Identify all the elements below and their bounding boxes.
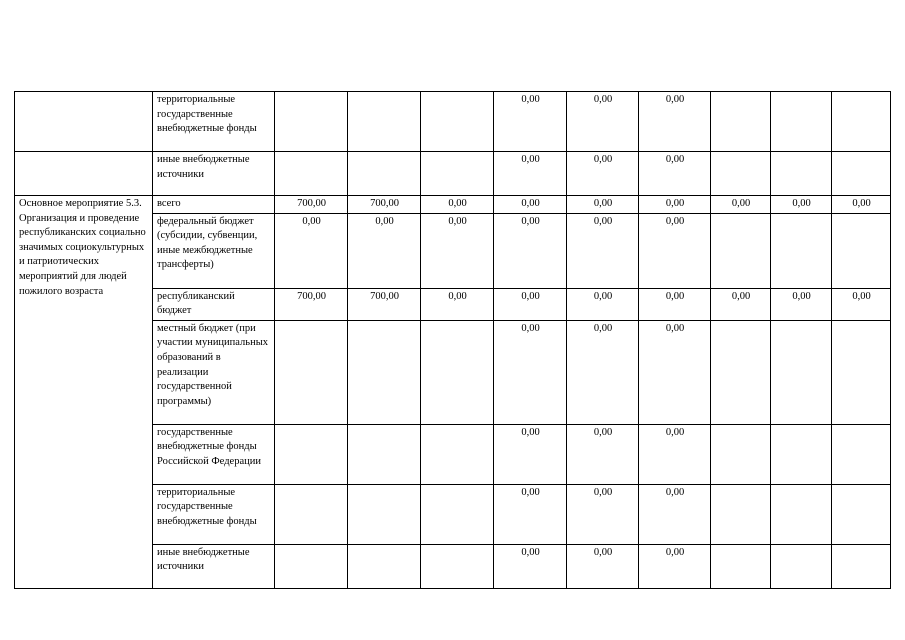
amount-cell: 700,00 bbox=[348, 288, 421, 320]
amount-cell: 0,00 bbox=[421, 213, 494, 288]
amount-cell bbox=[711, 152, 771, 196]
table-row bbox=[15, 152, 891, 196]
amount-cell bbox=[421, 92, 494, 152]
amount-cell: 700,00 bbox=[348, 196, 421, 214]
amount-cell: 0,00 bbox=[639, 484, 711, 544]
amount-cell: 700,00 bbox=[275, 196, 348, 214]
amount-cell bbox=[275, 320, 348, 424]
amount-cell bbox=[711, 544, 771, 588]
amount-cell bbox=[711, 92, 771, 152]
amount-cell: 0,00 bbox=[348, 213, 421, 288]
amount-cell bbox=[421, 152, 494, 196]
amount-cell bbox=[275, 92, 348, 152]
funding-source-cell: местный бюджет (при участии муниципальных образований в реализации государственной программы) bbox=[153, 320, 275, 424]
amount-cell bbox=[771, 92, 832, 152]
amount-cell: 0,00 bbox=[494, 92, 567, 152]
amount-cell bbox=[421, 424, 494, 484]
amount-cell: 0,00 bbox=[494, 196, 567, 214]
amount-cell: 0,00 bbox=[639, 196, 711, 214]
amount-cell: 0,00 bbox=[494, 424, 567, 484]
funding-source-cell: федеральный бюджет (субсидии, субвенции, иные межбюджетные трансферты) bbox=[153, 213, 275, 288]
amount-cell: 0,00 bbox=[567, 92, 639, 152]
amount-cell bbox=[832, 424, 891, 484]
measure-cell-empty bbox=[15, 92, 153, 152]
amount-cell: 0,00 bbox=[567, 152, 639, 196]
amount-cell bbox=[771, 213, 832, 288]
amount-cell: 0,00 bbox=[639, 544, 711, 588]
amount-cell bbox=[421, 544, 494, 588]
funding-source-cell: государственные внебюджетные фонды Российской Федерации bbox=[153, 424, 275, 484]
amount-cell bbox=[832, 213, 891, 288]
amount-cell: 0,00 bbox=[494, 544, 567, 588]
amount-cell bbox=[711, 484, 771, 544]
amount-cell bbox=[832, 152, 891, 196]
funding-source-cell: республиканский бюджет bbox=[153, 288, 275, 320]
amount-cell bbox=[421, 320, 494, 424]
amount-cell bbox=[421, 484, 494, 544]
amount-cell: 0,00 bbox=[711, 196, 771, 214]
amount-cell: 0,00 bbox=[494, 152, 567, 196]
amount-cell bbox=[711, 424, 771, 484]
amount-cell bbox=[771, 424, 832, 484]
amount-cell bbox=[275, 544, 348, 588]
amount-cell: 0,00 bbox=[832, 288, 891, 320]
amount-cell bbox=[771, 484, 832, 544]
amount-cell bbox=[771, 544, 832, 588]
amount-cell bbox=[711, 213, 771, 288]
table-row bbox=[15, 92, 891, 152]
budget-table-body bbox=[15, 92, 891, 589]
amount-cell bbox=[771, 320, 832, 424]
amount-cell bbox=[275, 484, 348, 544]
amount-cell bbox=[832, 92, 891, 152]
amount-cell: 0,00 bbox=[494, 320, 567, 424]
amount-cell bbox=[348, 424, 421, 484]
amount-cell: 0,00 bbox=[494, 484, 567, 544]
amount-cell: 0,00 bbox=[639, 288, 711, 320]
amount-cell: 0,00 bbox=[639, 92, 711, 152]
budget-table bbox=[14, 91, 891, 589]
amount-cell bbox=[275, 152, 348, 196]
amount-cell bbox=[348, 92, 421, 152]
amount-cell: 0,00 bbox=[639, 213, 711, 288]
amount-cell: 0,00 bbox=[494, 288, 567, 320]
amount-cell bbox=[348, 484, 421, 544]
amount-cell: 0,00 bbox=[567, 544, 639, 588]
amount-cell: 0,00 bbox=[639, 424, 711, 484]
amount-cell: 0,00 bbox=[771, 196, 832, 214]
funding-source-cell: иные внебюджетные источники bbox=[153, 152, 275, 196]
amount-cell: 700,00 bbox=[275, 288, 348, 320]
amount-cell: 0,00 bbox=[421, 196, 494, 214]
measure-name-cell: Основное мероприятие 5.3. Организация и проведение республиканских социально значимых социокультурных и патриотических мероприятий для людей пожилого возраста bbox=[15, 196, 153, 589]
funding-source-cell: всего bbox=[153, 196, 275, 214]
table-row bbox=[15, 196, 891, 214]
amount-cell: 0,00 bbox=[567, 424, 639, 484]
amount-cell bbox=[832, 484, 891, 544]
amount-cell bbox=[832, 320, 891, 424]
amount-cell bbox=[832, 544, 891, 588]
amount-cell: 0,00 bbox=[639, 320, 711, 424]
amount-cell bbox=[348, 544, 421, 588]
amount-cell: 0,00 bbox=[567, 320, 639, 424]
amount-cell: 0,00 bbox=[275, 213, 348, 288]
amount-cell: 0,00 bbox=[567, 196, 639, 214]
amount-cell: 0,00 bbox=[567, 288, 639, 320]
amount-cell bbox=[275, 424, 348, 484]
amount-cell: 0,00 bbox=[771, 288, 832, 320]
amount-cell: 0,00 bbox=[494, 213, 567, 288]
amount-cell: 0,00 bbox=[567, 484, 639, 544]
funding-source-cell: территориальные государственные внебюджетные фонды bbox=[153, 484, 275, 544]
amount-cell: 0,00 bbox=[639, 152, 711, 196]
amount-cell bbox=[771, 152, 832, 196]
funding-source-cell: территориальные государственные внебюджетные фонды bbox=[153, 92, 275, 152]
amount-cell: 0,00 bbox=[421, 288, 494, 320]
measure-cell-empty bbox=[15, 152, 153, 196]
amount-cell bbox=[711, 320, 771, 424]
amount-cell: 0,00 bbox=[567, 213, 639, 288]
amount-cell bbox=[348, 152, 421, 196]
amount-cell: 0,00 bbox=[711, 288, 771, 320]
funding-source-cell: иные внебюджетные источники bbox=[153, 544, 275, 588]
amount-cell: 0,00 bbox=[832, 196, 891, 214]
amount-cell bbox=[348, 320, 421, 424]
